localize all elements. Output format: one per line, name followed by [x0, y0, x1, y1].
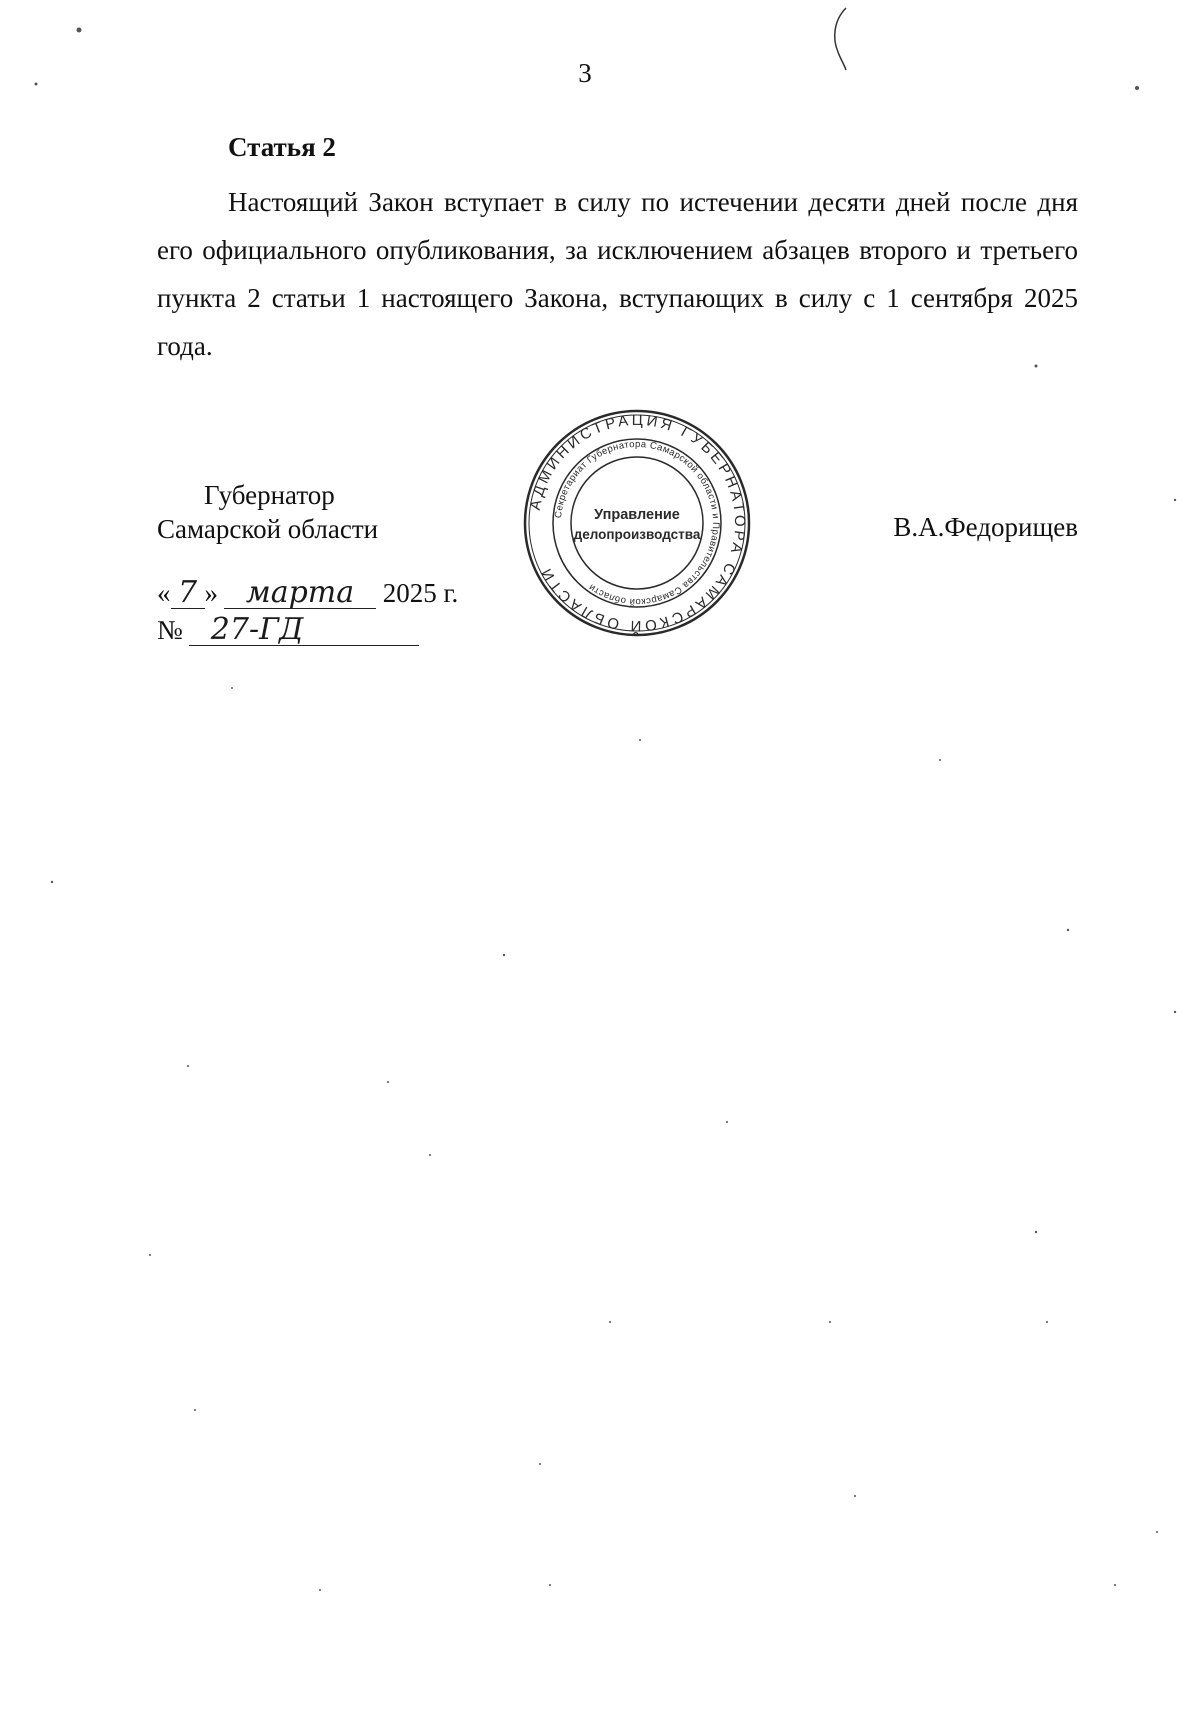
page-number: 3 — [578, 58, 592, 88]
article-heading: Статья 2 — [228, 132, 336, 162]
date-day-handwritten: 7 — [177, 575, 198, 610]
seal-center-line2: делопроизводства — [573, 527, 701, 542]
date-year: 2025 г. — [382, 578, 459, 608]
seal-outer-text: АДМИНИСТРАЦИЯ ГУБЕРНАТОРА САМАРСКОЙ ОБЛАСТИ — [526, 411, 749, 635]
date-close-quote: » — [204, 578, 218, 608]
seal-center-line1: Управление — [594, 507, 680, 523]
registration-number-handwritten: 27-ГД — [210, 612, 304, 647]
article-body: Настоящий Закон вступает в силу по истечении десяти дней после дня его официального опубликования, за исключением абзацев второго и третьего пункта 2 статьи 1 настоящего Закона, вступающих в силу с 1 сентября 2025 года. — [157, 187, 1078, 361]
date-open-quote: « — [157, 578, 171, 608]
signer-title-line2: Самарской области — [157, 514, 379, 544]
date-month-handwritten: марта — [245, 575, 355, 610]
seal-inner-text: Секретариат Губернатора Самарской области и Правительства Самарской области — [553, 438, 722, 608]
number-sign: № — [157, 615, 183, 645]
signer-name: В.А.Федорищев — [893, 512, 1078, 542]
signer-title-line1: Губернатор — [204, 480, 335, 510]
